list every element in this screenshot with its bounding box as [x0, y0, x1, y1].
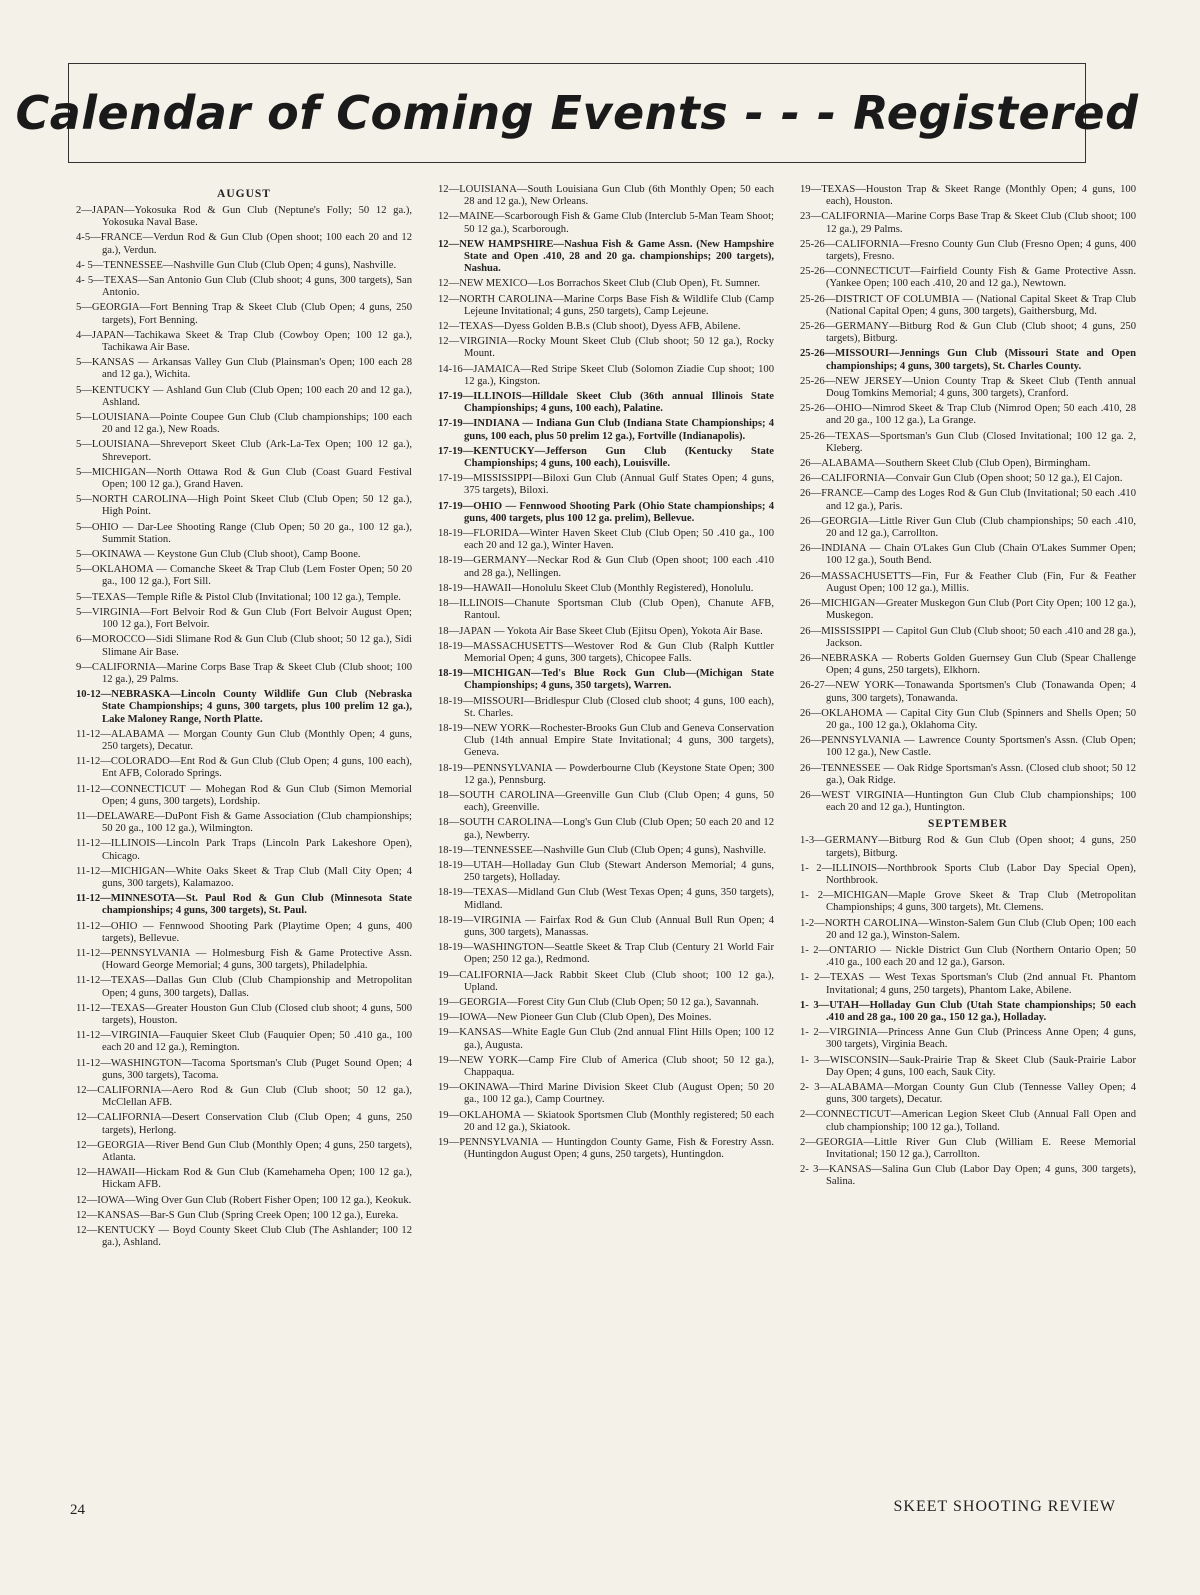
event-entry: 12—CALIFORNIA—Aero Rod & Gun Club (Club shoot; 50 12 ga.), McClellan AFB. — [76, 1085, 412, 1109]
event-entry: 11-12—ALABAMA — Morgan County Gun Club (Monthly Open; 4 guns, 250 targets), Decatur. — [76, 728, 412, 752]
event-entry: 1- 2—MICHIGAN—Maple Grove Skeet & Trap Club (Metropolitan Championships; 4 guns, 300 targets), Mt. Clemens. — [800, 890, 1136, 914]
event-entry: 1- 2—ONTARIO — Nickle District Gun Club (Northern Ontario Open; 50 .410 ga., 100 each 20 and 12 ga.), Garson. — [800, 944, 1136, 969]
page-number: 24 — [70, 1502, 85, 1518]
event-entry: 12—GEORGIA—River Bend Gun Club (Monthly Open; 4 guns, 250 targets), Atlanta. — [76, 1139, 412, 1164]
event-entry: 18—ILLINOIS—Chanute Sportsman Club (Club Open), Chanute AFB, Rantoul. — [438, 598, 774, 622]
event-entry: 11-12—TEXAS—Dallas Gun Club (Club Championship and Metropolitan Open; 4 guns, 300 targets), Dallas. — [76, 975, 412, 999]
event-entry: 5—KANSAS — Arkansas Valley Gun Club (Plainsman's Open; 100 each 28 and 12 ga.), Wichita. — [76, 357, 412, 381]
event-entry: 18-19—UTAH—Holladay Gun Club (Stewart Anderson Memorial; 4 guns, 250 targets), Holladay. — [438, 859, 774, 884]
event-entry: 1-2—NORTH CAROLINA—Winston-Salem Gun Club (Club Open; 100 each 20 and 12 ga.), Winston-Salem. — [800, 917, 1136, 941]
event-entry: 5—TEXAS—Temple Rifle & Pistol Club (Invitational; 100 12 ga.), Temple. — [76, 591, 401, 603]
event-entry: 4—JAPAN—Tachikawa Skeet & Trap Club (Cowboy Open; 100 12 ga.), Tachikawa Air Base. — [76, 329, 412, 354]
event-entry: 11-12—TEXAS—Greater Houston Gun Club (Closed club shoot; 4 guns, 500 targets), Houston. — [76, 1002, 412, 1026]
event-entry: 2- 3—KANSAS—Salina Gun Club (Labor Day Open; 4 guns, 300 targets), Salina. — [800, 1164, 1136, 1188]
column-2 — [438, 184, 774, 1524]
event-entry: 19—OKINAWA—Third Marine Division Skeet Club (August Open; 50 20 ga., 100 12 ga.), Camp Courtney. — [438, 1082, 774, 1106]
event-entry: 5—LOUISIANA—Shreveport Skeet Club (Ark-La-Tex Open; 100 12 ga.), Shreveport. — [76, 439, 412, 463]
event-entry: 1- 2—ILLINOIS—Northbrook Sports Club (Labor Day Special Open), Northbrook. — [800, 862, 1136, 886]
event-entry: 19—NEW YORK—Camp Fire Club of America (Club shoot; 50 12 ga.), Chappaqua. — [438, 1054, 774, 1078]
event-entry: 11-12—PENNSYLVANIA — Holmesburg Fish & Game Protective Assn. (Howard George Memorial; 4 guns, 300 targets), Philadelphia. — [76, 947, 412, 972]
event-entry: 11-12—OHIO — Fennwood Shooting Park (Playtime Open; 4 guns, 400 targets), Bellevue. — [76, 920, 412, 944]
event-entry: 12—HAWAII—Hickam Rod & Gun Club (Kamehameha Open; 100 12 ga.), Hickam AFB. — [76, 1167, 412, 1191]
event-entry: 18-19—TENNESSEE—Nashville Gun Club (Club Open; 4 guns), Nashville. — [438, 844, 767, 856]
event-entry: 19—KANSAS—White Eagle Gun Club (2nd annual Flint Hills Open; 100 12 ga.), Augusta. — [438, 1027, 774, 1051]
event-entry: 18-19—FLORIDA—Winter Haven Skeet Club (Club Open; 50 .410 ga., 100 each 20 and 12 ga.), Winter Haven. — [438, 528, 774, 552]
event-entry: 1- 3—WISCONSIN—Sauk-Prairie Trap & Skeet Club (Sauk-Prairie Labor Day Open; 4 guns, 100 each, Sauk City. — [800, 1054, 1136, 1078]
event-entry: 12—IOWA—Wing Over Gun Club (Robert Fisher Open; 100 12 ga.), Keokuk. — [76, 1194, 412, 1206]
month-heading: AUGUST — [217, 188, 271, 200]
event-entry: 1- 2—TEXAS — West Texas Sportsman's Club (2nd annual Ft. Phantom Invitational; 4 guns, 250 targets), Phantom Lake, Abilene. — [800, 972, 1136, 996]
event-entry: 11—DELAWARE—DuPont Fish & Game Association (Club championships; 50 20 ga., 100 12 ga.), Wilmington. — [76, 810, 412, 835]
event-entry: 25-26—NEW JERSEY—Union County Trap & Skeet Club (Tenth annual Doug Tomkins Memorial; 4 guns, 300 targets), Cranford. — [800, 375, 1136, 400]
event-entry: 2—JAPAN—Yokosuka Rod & Gun Club (Neptune's Folly; 50 12 ga.), Yokosuka Naval Base. — [76, 205, 412, 229]
event-entry: 5—VIRGINIA—Fort Belvoir Rod & Gun Club (Fort Belvoir August Open; 100 12 ga.), Fort Belvoir. — [76, 606, 412, 631]
event-entry: 19—CALIFORNIA—Jack Rabbit Skeet Club (Club shoot; 100 12 ga.), Upland. — [438, 969, 774, 993]
event-entry: 26—TENNESSEE — Oak Ridge Sportsman's Assn. (Closed club shoot; 50 12 ga.), Oak Ridge. — [800, 762, 1136, 786]
event-entry: 26—GEORGIA—Little River Gun Club (Club championships; 50 each .410, 20 and 12 ga.), Carrollton. — [800, 515, 1136, 540]
event-entry: 19—TEXAS—Houston Trap & Skeet Range (Monthly Open; 4 guns, 100 each), Houston. — [800, 184, 1136, 208]
event-entry: 19—IOWA—New Pioneer Gun Club (Club Open), Des Moines. — [438, 1012, 712, 1024]
event-entry: 18-19—TEXAS—Midland Gun Club (West Texas Open; 4 guns, 350 targets), Midland. — [438, 887, 774, 911]
event-entry: 9—CALIFORNIA—Marine Corps Base Trap & Skeet Club (Club shoot; 100 12 ga.), 29 Palms. — [76, 661, 412, 685]
event-entry: 18-19—MISSOURI—Bridlespur Club (Closed club shoot; 4 guns, 100 each), St. Charles. — [438, 695, 774, 719]
event-entry: 12—TEXAS—Dyess Golden B.B.s (Club shoot), Dyess AFB, Abilene. — [438, 321, 741, 333]
event-entry: 12—KENTUCKY — Boyd County Skeet Club Club (The Ashlander; 100 12 ga.), Ashland. — [76, 1225, 412, 1249]
event-entry: 5—OKINAWA — Keystone Gun Club (Club shoot), Camp Boone. — [76, 549, 361, 561]
event-entry: 18-19—PENNSYLVANIA — Powderbourne Club (Keystone State Open; 300 12 ga.), Pennsburg. — [438, 762, 774, 786]
event-entry: 26—WEST VIRGINIA—Huntington Gun Club Club championships; 100 each 20 and 12 ga.), Huntington. — [800, 789, 1136, 814]
event-entry: 6—MOROCCO—Sidi Slimane Rod & Gun Club (Club shoot; 50 12 ga.), Sidi Slimane Air Base. — [76, 634, 412, 658]
event-entry: 26—PENNSYLVANIA — Lawrence County Sportsmen's Assn. (Club Open; 100 12 ga.), New Castle. — [800, 735, 1136, 759]
event-entry: 5—LOUISIANA—Pointe Coupee Gun Club (Club championships; 100 each 20 and 12 ga.), New Roads. — [76, 412, 412, 436]
page-title: Calendar of Coming Events - - - Registered — [15, 86, 1139, 140]
event-entry: 26—FRANCE—Camp des Loges Rod & Gun Club (Invitational; 50 each .410 and 12 ga.), Paris. — [800, 488, 1136, 512]
event-entry: 1- 3—UTAH—Holladay Gun Club (Utah State championships; 50 each .410 and 28 ga., 100 20 ga., 150 12 ga.), Holladay. — [800, 999, 1136, 1023]
event-entry: 25-26—OHIO—Nimrod Skeet & Trap Club (Nimrod Open; 50 each .410, 28 and 20 ga., 100 12 ga.), La Grange. — [800, 403, 1136, 427]
event-entry: 12—NEW MEXICO—Los Borrachos Skeet Club (Club Open), Ft. Sumner. — [438, 278, 761, 290]
event-entry: 26-27—NEW YORK—Tonawanda Sportsmen's Club (Tonawanda Open; 4 guns, 300 targets), Tonawanda. — [800, 680, 1136, 704]
event-entry: 19—GEORGIA—Forest City Gun Club (Club Open; 50 12 ga.), Savannah. — [438, 996, 759, 1008]
event-entry: 1- 2—VIRGINIA—Princess Anne Gun Club (Princess Anne Open; 4 guns, 300 targets), Virginia Beach. — [800, 1027, 1136, 1051]
event-entry: 19—PENNSYLVANIA — Huntingdon County Game, Fish & Forestry Assn. (Huntingdon August Open; 4 guns, 250 targets), Huntingdon. — [438, 1137, 774, 1161]
event-entry: 18-19—GERMANY—Neckar Rod & Gun Club (Open shoot; 100 each .410 and 28 ga.), Nellingen. — [438, 555, 774, 579]
event-entry: 18-19—MICHIGAN—Ted's Blue Rock Gun Club—(Michigan State Championships; 4 guns, 350 targets), Warren. — [438, 668, 774, 692]
event-entry: 18-19—WASHINGTON—Seattle Skeet & Trap Club (Century 21 World Fair Open; 250 12 ga.), Redmond. — [438, 942, 774, 966]
event-entry: 25-26—GERMANY—Bitburg Rod & Gun Club (Club shoot; 4 guns, 250 targets), Bitburg. — [800, 321, 1136, 345]
event-entry: 25-26—CALIFORNIA—Fresno County Gun Club (Fresno Open; 4 guns, 400 targets), Fresno. — [800, 238, 1136, 263]
event-entry: 11-12—COLORADO—Ent Rod & Gun Club (Club Open; 4 guns, 100 each), Ent AFB, Colorado Springs. — [76, 756, 412, 780]
event-entry: 11-12—MICHIGAN—White Oaks Skeet & Trap Club (Mall City Open; 4 guns, 300 targets), Kalamazoo. — [76, 865, 412, 889]
event-entry: 12—VIRGINIA—Rocky Mount Skeet Club (Club shoot; 50 12 ga.), Rocky Mount. — [438, 336, 774, 360]
event-entry: 26—MISSISSIPPI — Capitol Gun Club (Club shoot; 50 each .410 and 28 ga.), Jackson. — [800, 625, 1136, 649]
event-entry: 5—GEORGIA—Fort Benning Trap & Skeet Club (Club Open; 4 guns, 250 targets), Fort Benning. — [76, 302, 412, 326]
event-entry: 25-26—TEXAS—Sportsman's Gun Club (Closed Invitational; 100 12 ga. 2, Kleberg. — [800, 430, 1136, 454]
event-entry: 26—NEBRASKA — Roberts Golden Guernsey Gun Club (Spear Challenge Open; 4 guns, 250 targets), Elkhorn. — [800, 652, 1136, 677]
event-entry: 12—LOUISIANA—South Louisiana Gun Club (6th Monthly Open; 50 each 28 and 12 ga.), New Orleans. — [438, 184, 774, 208]
event-entry: 2—GEORGIA—Little River Gun Club (William E. Reese Memorial Invitational; 150 12 ga.), Carrollton. — [800, 1136, 1136, 1161]
event-entry: 5—NORTH CAROLINA—High Point Skeet Club (Club Open; 50 12 ga.), High Point. — [76, 494, 412, 518]
event-entry: 26—MICHIGAN—Greater Muskegon Gun Club (Port City Open; 100 12 ga.), Muskegon. — [800, 598, 1136, 622]
event-entry: 26—CALIFORNIA—Convair Gun Club (Open shoot; 50 12 ga.), El Cajon. — [800, 473, 1123, 485]
event-entry: 12—NEW HAMPSHIRE—Nashua Fish & Game Assn. (New Hampshire State and Open .410, 28 and 20 ga. championships; 200 targets), Nashua. — [438, 238, 774, 275]
event-entry: 25-26—MISSOURI—Jennings Gun Club (Missouri State and Open championships; 4 guns, 300 targets), St. Charles County. — [800, 348, 1136, 372]
event-entry: 4-5—FRANCE—Verdun Rod & Gun Club (Open shoot; 100 each 20 and 12 ga.), Verdun. — [76, 232, 412, 256]
event-entry: 18-19—MASSACHUSETTS—Westover Rod & Gun Club (Ralph Kuttler Memorial Open; 4 guns, 300 targets), Chicopee Falls. — [438, 640, 774, 664]
event-entry: 11-12—VIRGINIA—Fauquier Skeet Club (Fauquier Open; 50 .410 ga., 100 each 20 and 12 ga.), Remington. — [76, 1030, 412, 1054]
month-heading: SEPTEMBER — [928, 818, 1008, 831]
calendar-columns — [76, 184, 1136, 1524]
event-entry: 4- 5—TEXAS—San Antonio Gun Club (Club shoot; 4 guns, 300 targets), San Antonio. — [76, 275, 412, 299]
event-entry: 12—KANSAS—Bar-S Gun Club (Spring Creek Open; 100 12 ga.), Eureka. — [76, 1209, 399, 1221]
event-entry: 26—INDIANA — Chain O'Lakes Gun Club (Chain O'Lakes Summer Open; 100 12 ga.), South Bend. — [800, 543, 1136, 567]
event-entry: 17-19—ILLINOIS—Hilldale Skeet Club (36th annual Illinois State Championships; 4 guns, 100 each), Palatine. — [438, 391, 774, 415]
event-entry: 11-12—CONNECTICUT — Mohegan Rod & Gun Club (Simon Memorial Open; 4 guns, 300 targets), Lordship. — [76, 783, 412, 807]
event-entry: 26—ALABAMA—Southern Skeet Club (Club Open), Birmingham. — [800, 458, 1091, 470]
event-entry: 11-12—MINNESOTA—St. Paul Rod & Gun Club (Minnesota State championships; 4 guns, 300 targets), St. Paul. — [76, 893, 412, 917]
event-entry: 5—MICHIGAN—North Ottawa Rod & Gun Club (Coast Guard Festival Open; 100 12 ga.), Grand Haven. — [76, 466, 412, 491]
event-entry: 1-3—GERMANY—Bitburg Rod & Gun Club (Open shoot; 4 guns, 250 targets), Bitburg. — [800, 835, 1136, 859]
event-entry: 26—MASSACHUSETTS—Fin, Fur & Feather Club (Fin, Fur & Feather August Open; 100 12 ga.), Millis. — [800, 570, 1136, 594]
event-entry: 5—OKLAHOMA — Comanche Skeet & Trap Club (Lem Foster Open; 50 20 ga., 100 12 ga.), Fort Sill. — [76, 564, 412, 588]
column-3 — [800, 184, 1136, 1524]
event-entry: 19—OKLAHOMA — Skiatook Sportsmen Club (Monthly registered; 50 each 20 and 12 ga.), Skiatook. — [438, 1109, 774, 1133]
event-entry: 5—KENTUCKY — Ashland Gun Club (Club Open; 100 each 20 and 12 ga.), Ashland. — [76, 384, 412, 408]
event-entry: 12—NORTH CAROLINA—Marine Corps Base Fish & Wildlife Club (Camp Lejeune Invitational; 4 guns, 250 targets), Camp Lejeune. — [438, 293, 774, 317]
event-entry: 17-19—OHIO — Fennwood Shooting Park (Ohio State championships; 4 guns, 400 targets, plus 100 12 ga. prelim), Bellevue. — [438, 500, 774, 524]
event-entry: 11-12—ILLINOIS—Lincoln Park Traps (Lincoln Park Lakeshore Open), Chicago. — [76, 838, 412, 862]
event-entry: 11-12—WASHINGTON—Tacoma Sportsman's Club (Puget Sound Open; 4 guns, 300 targets), Tacoma. — [76, 1057, 412, 1081]
publication-name: SKEET SHOOTING REVIEW — [893, 1498, 1116, 1515]
event-entry: 18-19—NEW YORK—Rochester-Brooks Gun Club and Geneva Conservation Club (14th annual Empire State Invitational; 4 guns, 300 targets), Geneva. — [438, 722, 774, 759]
event-entry: 25-26—DISTRICT OF COLUMBIA — (National Capital Skeet & Trap Club (National Capital Open; 4 guns, 300 targets), Gaithersburg, Md. — [800, 293, 1136, 317]
event-entry: 5—OHIO — Dar-Lee Shooting Range (Club Open; 50 20 ga., 100 12 ga.), Summit Station. — [76, 521, 412, 545]
event-entry: 17-19—INDIANA — Indiana Gun Club (Indiana State Championships; 4 guns, 100 each, plus 50 prelim 12 ga.), Fortville (Indianapolis). — [438, 418, 774, 442]
event-entry: 18—SOUTH CAROLINA—Long's Gun Club (Club Open; 50 each 20 and 12 ga.), Newberry. — [438, 817, 774, 841]
event-entry: 18-19—HAWAII—Honolulu Skeet Club (Monthly Registered), Honolulu. — [438, 582, 754, 594]
event-entry: 17-19—MISSISSIPPI—Biloxi Gun Club (Annual Gulf States Open; 4 guns, 375 targets), Biloxi. — [438, 473, 774, 497]
event-entry: 12—MAINE—Scarborough Fish & Game Club (Interclub 5-Man Team Shoot; 50 12 ga.), Scarborough. — [438, 211, 774, 235]
column-1 — [76, 184, 412, 1524]
event-entry: 18-19—VIRGINIA — Fairfax Rod & Gun Club (Annual Bull Run Open; 4 guns, 300 targets), Manassas. — [438, 914, 774, 938]
event-entry: 17-19—KENTUCKY—Jefferson Gun Club (Kentucky State Championships; 4 guns, 100 each), Louisville. — [438, 445, 774, 470]
event-entry: 4- 5—TENNESSEE—Nashville Gun Club (Club Open; 4 guns), Nashville. — [76, 259, 397, 271]
title-banner — [15, 63, 1139, 163]
event-entry: 25-26—CONNECTICUT—Fairfield County Fish & Game Protective Assn. (Yankee Open; 100 each .410, 20 and 12 ga.), Newtown. — [800, 266, 1136, 290]
event-entry: 18—JAPAN — Yokota Air Base Skeet Club (Ejitsu Open), Yokota Air Base. — [438, 625, 763, 637]
event-entry: 2—CONNECTICUT—American Legion Skeet Club (Annual Fall Open and club championship; 100 12 ga.), Tolland. — [800, 1109, 1136, 1133]
event-entry: 10-12—NEBRASKA—Lincoln County Wildlife Gun Club (Nebraska State Championships; 4 guns, 300 targets, plus 100 prelim 12 ga.), Lake Maloney Range, North Platte. — [76, 689, 412, 725]
event-entry: 12—CALIFORNIA—Desert Conservation Club (Club Open; 4 guns, 250 targets), Herlong. — [76, 1112, 412, 1136]
event-entry: 14-16—JAMAICA—Red Stripe Skeet Club (Solomon Ziadie Cup shoot; 100 12 ga.), Kingston. — [438, 363, 774, 387]
event-entry: 26—OKLAHOMA — Capital City Gun Club (Spinners and Shells Open; 50 20 ga., 100 12 ga.), Oklahoma City. — [800, 707, 1136, 731]
event-entry: 2- 3—ALABAMA—Morgan County Gun Club (Tennesse Valley Open; 4 guns, 300 targets), Decatur. — [800, 1082, 1136, 1106]
event-entry: 23—CALIFORNIA—Marine Corps Base Trap & Skeet Club (Club shoot; 100 12 ga.), 29 Palms. — [800, 211, 1136, 235]
event-entry: 18—SOUTH CAROLINA—Greenville Gun Club (Club Open; 4 guns, 50 each), Greenville. — [438, 789, 774, 814]
